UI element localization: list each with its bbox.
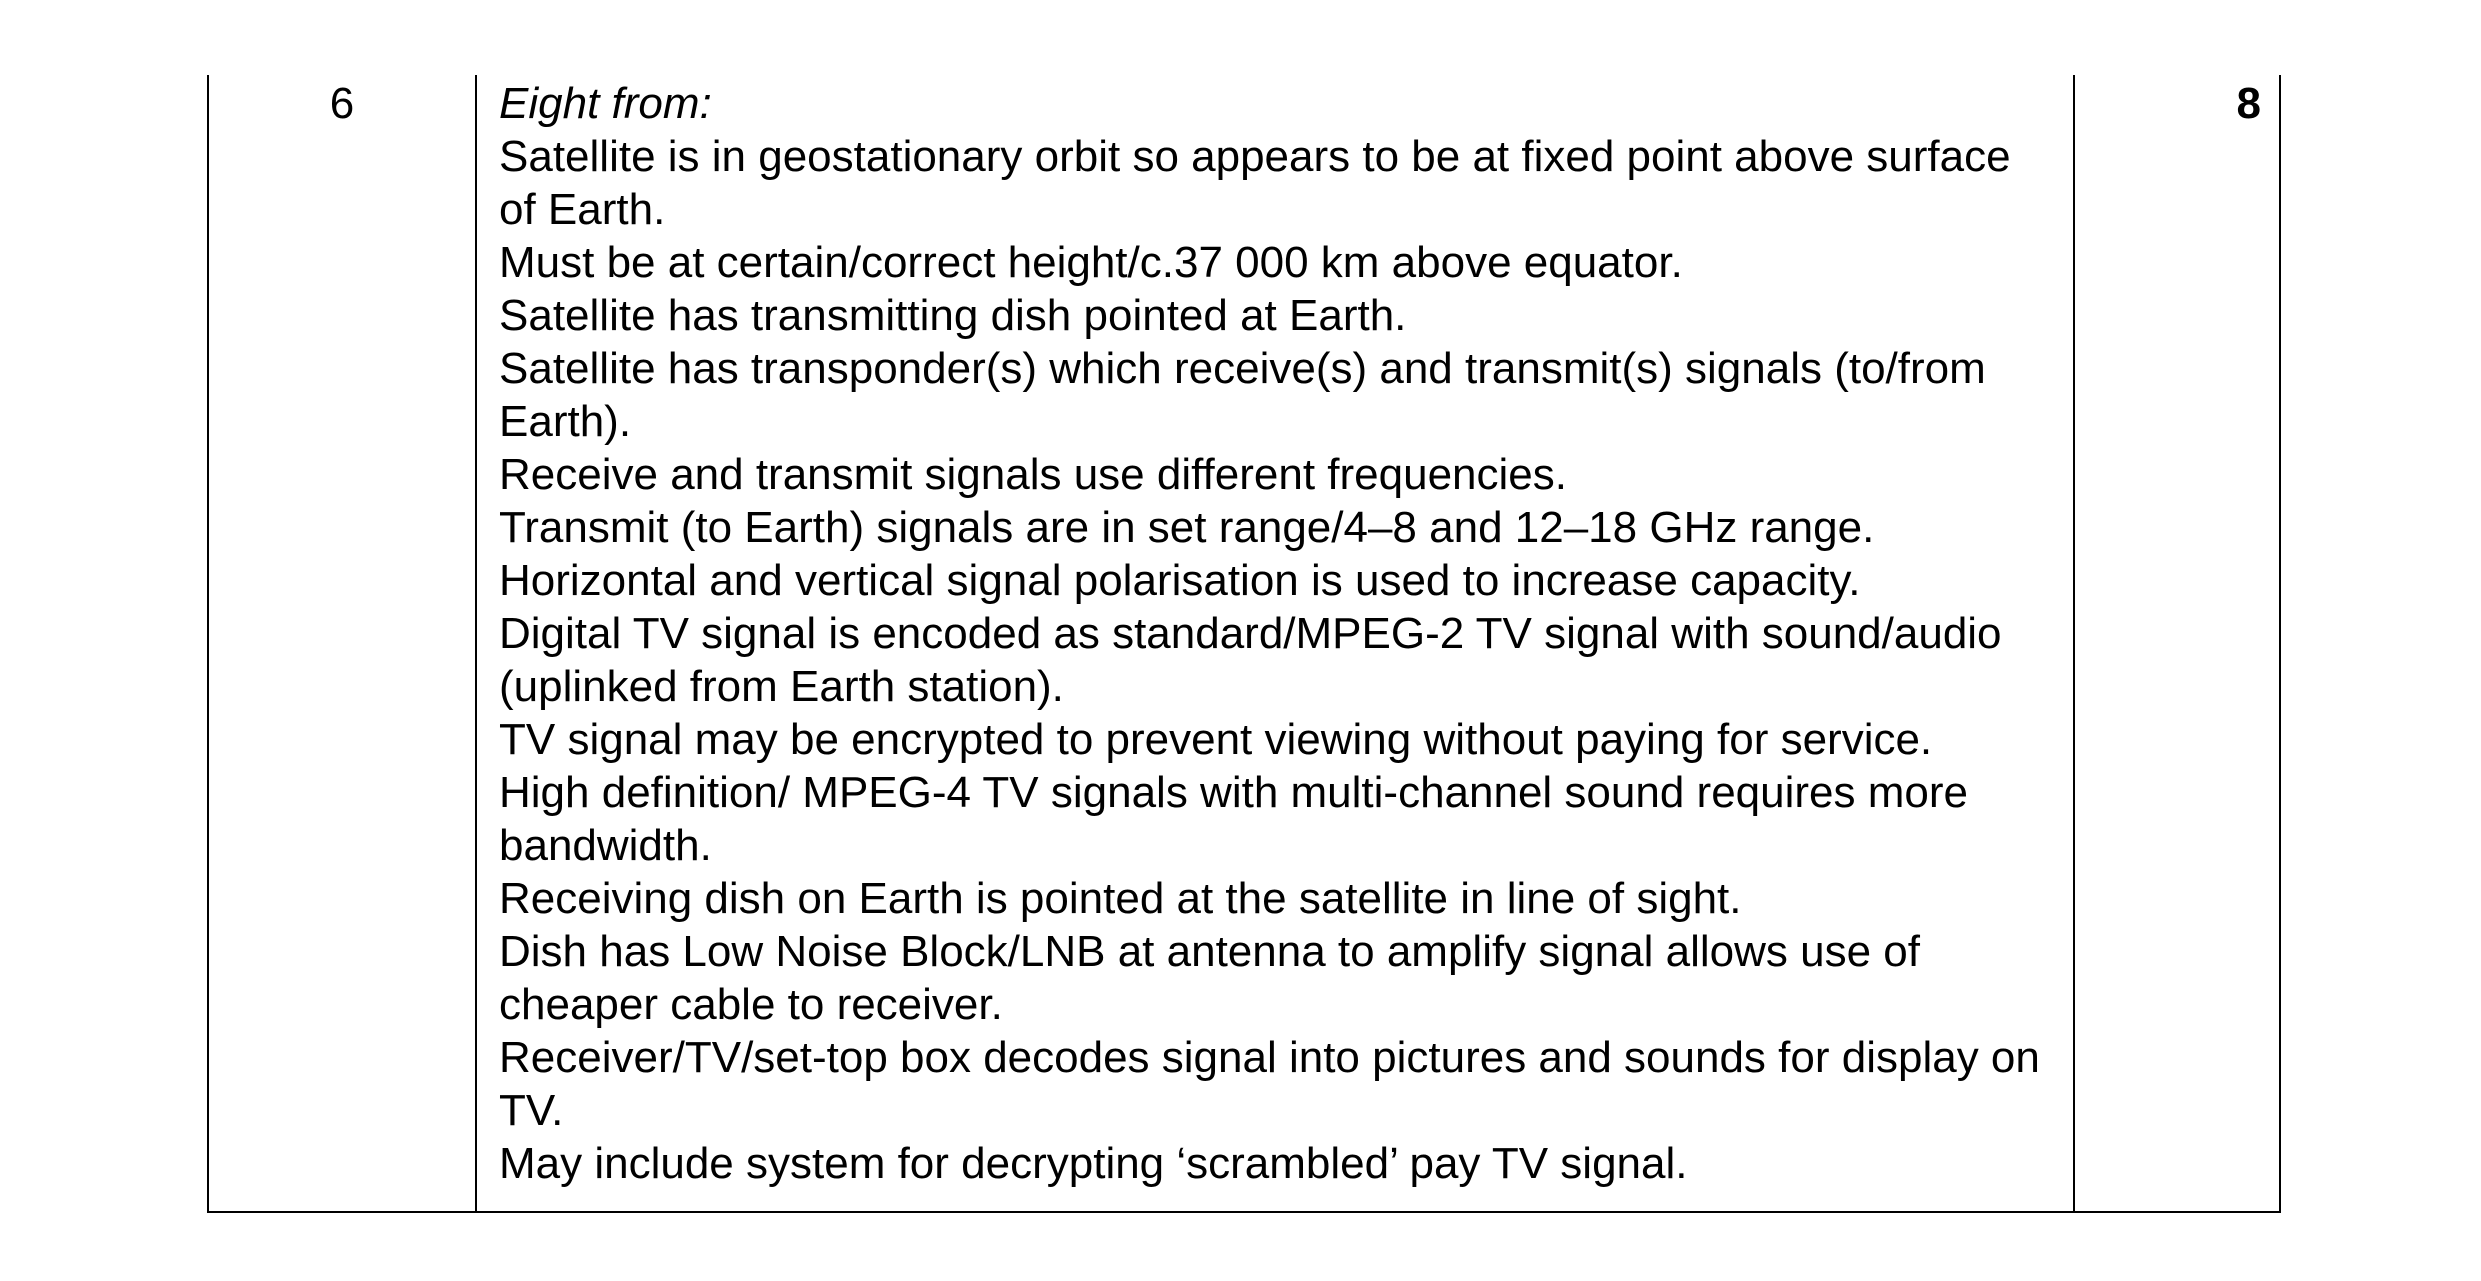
answer-point: May include system for decrypting ‘scrambled’ pay TV signal. — [499, 1139, 1688, 1188]
answer-intro: Eight from: — [499, 79, 712, 128]
answer-point: Dish has Low Noise Block/LNB at antenna to amplify signal allows use of cheaper cable to receiver. — [499, 927, 1920, 1029]
answer-point: Receiver/TV/set-top box decodes signal into pictures and sounds for display on TV. — [499, 1033, 2040, 1135]
answer-point: Horizontal and vertical signal polarisation is used to increase capacity. — [499, 556, 1861, 605]
answer-point: Digital TV signal is encoded as standard/MPEG-2 TV signal with sound/audio (uplinked from Earth station). — [499, 609, 2002, 711]
answer-point: Satellite has transmitting dish pointed at Earth. — [499, 291, 1407, 340]
answer-point: TV signal may be encrypted to prevent viewing without paying for service. — [499, 715, 1933, 764]
question-number: 6 — [329, 79, 355, 128]
mark-scheme-table — [207, 75, 2281, 1213]
marks-value: 8 — [2236, 79, 2261, 128]
answer-point: Satellite is in geostationary orbit so appears to be at fixed point above surface of Earth. — [499, 132, 2011, 234]
answer-point: Must be at certain/correct height/c.37 000 km above equator. — [499, 238, 1683, 287]
answer-point: Transmit (to Earth) signals are in set range/4–8 and 12–18 GHz range. — [499, 503, 1875, 552]
column-divider — [2073, 75, 2075, 1211]
answer-cell — [499, 77, 2059, 1190]
answer-point: High definition/ MPEG-4 TV signals with multi-channel sound requires more bandwidth. — [499, 768, 1968, 870]
answer-point: Receiving dish on Earth is pointed at the satellite in line of sight. — [499, 874, 1742, 923]
answer-point: Receive and transmit signals use different frequencies. — [499, 450, 1567, 499]
column-divider — [475, 75, 477, 1211]
answer-point: Satellite has transponder(s) which receive(s) and transmit(s) signals (to/from Earth). — [499, 344, 1986, 446]
column-divider — [2279, 75, 2281, 1211]
